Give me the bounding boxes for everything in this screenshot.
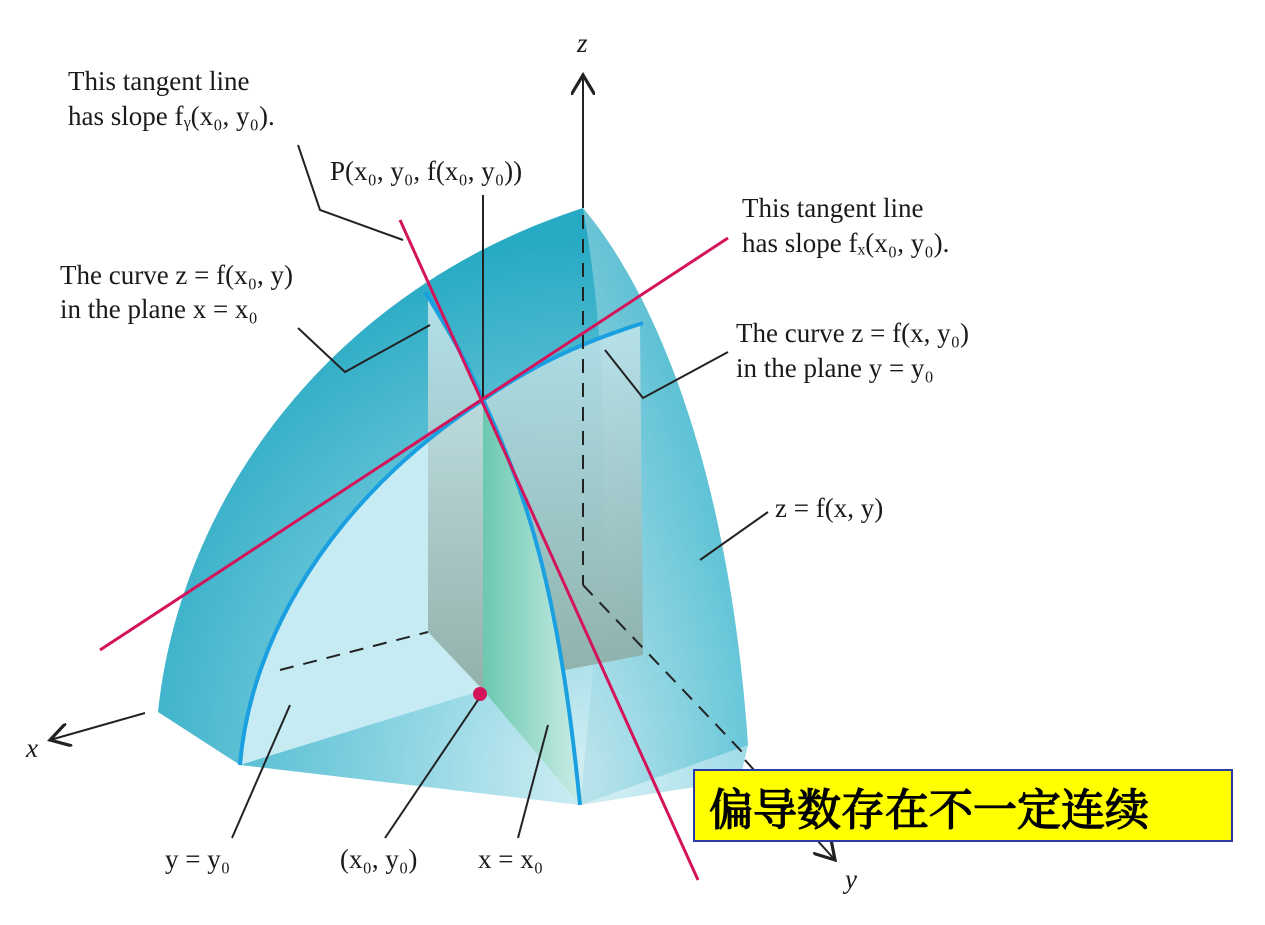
base-point-dot: [473, 687, 487, 701]
surface-label: z = f(x, y): [775, 493, 884, 523]
x-axis-label: x: [26, 733, 38, 763]
plane-y-label: y = y₀: [165, 844, 231, 874]
point-p-label: P(x₀, y₀, f(x₀, y₀)): [330, 156, 523, 186]
tangent-fx-label-line2: has slope fₓ(x₀, y₀).: [742, 228, 950, 258]
curve-x0-label-line2: in the plane x = x₀: [60, 294, 258, 324]
callout-box: [693, 769, 1233, 842]
tangent-fy-label-line2: has slope fᵧ(x₀, y₀).: [68, 101, 275, 131]
base-point-label: (x₀, y₀): [340, 844, 418, 874]
tangent-fy-label-line1: This tangent line: [68, 66, 250, 96]
plane-x-label: x = x₀: [478, 844, 544, 874]
tangent-fx-label-line1: This tangent line: [742, 193, 924, 223]
curve-y0-label-line2: in the plane y = y₀: [736, 353, 934, 383]
curve-y0-label-line1: The curve z = f(x, y₀): [736, 318, 970, 348]
x-axis: [50, 713, 145, 740]
y-axis-label: y: [845, 864, 857, 894]
callout-text: 偏导数存在不一定连续: [709, 784, 1149, 836]
curve-x0-label-line1: The curve z = f(x₀, y): [60, 260, 294, 290]
z-axis-label: z: [577, 28, 588, 58]
